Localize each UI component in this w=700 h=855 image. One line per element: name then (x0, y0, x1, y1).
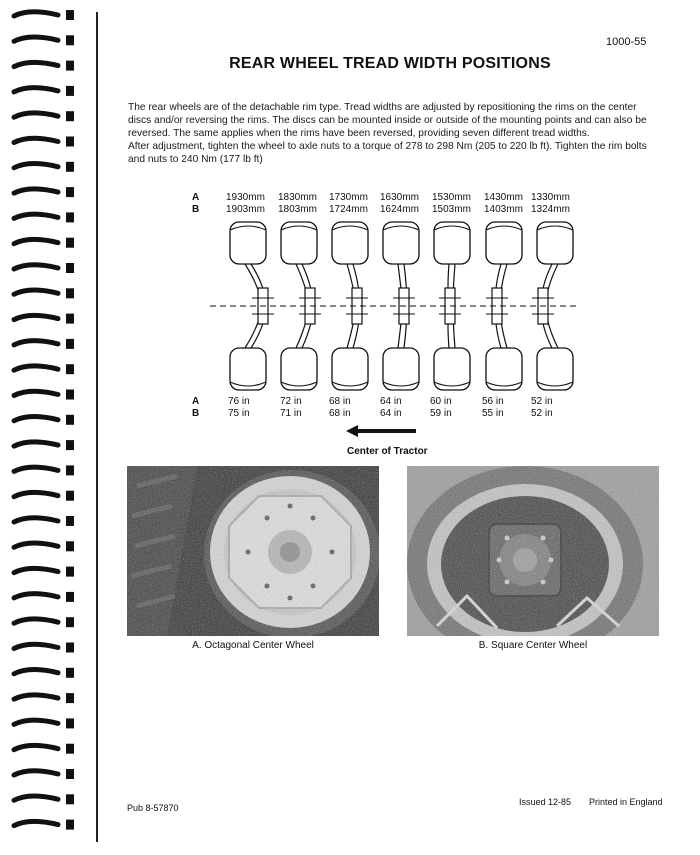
table-cell: 1330mm (531, 192, 570, 203)
binding-coil (14, 492, 58, 496)
binding-coil (14, 695, 58, 699)
table-cell: 1803mm (278, 204, 317, 215)
caption-square-wheel: B. Square Center Wheel (478, 640, 588, 651)
binding-hole (66, 567, 74, 577)
table-cell: 64 in (380, 396, 402, 407)
binding-hole (66, 440, 74, 450)
binding-coil (14, 290, 58, 294)
paragraph-tread-widths: The rear wheels are of the detachable rim type. Tread widths are adjusted by repositioning the rims on the center discs and/or reversing the rims. The discs can be mounted inside or outside of the mounting points and can also be reversed. The same applies when the rims have been reversed, providing seven different tread widths. (128, 102, 647, 140)
table-cell: 1324mm (531, 204, 570, 215)
binding-hole (66, 364, 74, 374)
spiral-binding (0, 0, 110, 855)
binding-hole (66, 643, 74, 653)
binding-coil (14, 543, 58, 547)
table-cell: 1624mm (380, 204, 419, 215)
binding-hole (66, 668, 74, 678)
binding-coil (14, 821, 58, 825)
binding-coil (14, 164, 58, 168)
binding-hole (66, 212, 74, 222)
paragraph-torque: After adjustment, tighten the wheel to axle nuts to a torque of 278 to 298 Nm (205 to 220 lb ft). Tighten the rim bolts and nuts to 240 Nm (177 lb ft) (128, 141, 647, 166)
table-cell: 68 in (329, 396, 351, 407)
binding-coil (14, 594, 58, 598)
table-cell: 59 in (430, 408, 452, 419)
binding-hole (66, 137, 74, 147)
binding-hole (66, 314, 74, 324)
binding-coil (14, 442, 58, 446)
binding-hole (66, 339, 74, 349)
binding-hole (66, 10, 74, 20)
page-edge (96, 12, 98, 842)
table-cell: 1724mm (329, 204, 368, 215)
binding-hole (66, 162, 74, 172)
binding-coil (14, 62, 58, 66)
row-label-a: A (192, 192, 200, 203)
binding-coil (14, 391, 58, 395)
table-cell: 68 in (329, 408, 351, 419)
table-cell: 52 in (531, 396, 553, 407)
table-cell: 55 in (482, 408, 504, 419)
binding-hole (66, 465, 74, 475)
publication-number: Pub 8-57870 (127, 803, 179, 813)
table-cell: 1430mm (484, 192, 523, 203)
binding-coil (14, 37, 58, 41)
binding-hole (66, 35, 74, 45)
binding-hole (66, 820, 74, 830)
binding-coil (14, 796, 58, 800)
binding-hole (66, 693, 74, 703)
binding-coil (14, 644, 58, 648)
table-cell: 1730mm (329, 192, 368, 203)
binding-coil (14, 189, 58, 193)
table-cell: 1930mm (226, 192, 265, 203)
binding-hole (66, 617, 74, 627)
binding-coil (14, 265, 58, 269)
table-cell: 1903mm (226, 204, 265, 215)
binding-hole (66, 238, 74, 248)
binding-coil (14, 720, 58, 724)
binding-coil (14, 467, 58, 471)
table-cell: 60 in (430, 396, 452, 407)
table-cell: 1503mm (432, 204, 471, 215)
printed-in: Printed in England (589, 797, 663, 807)
binding-coil (14, 138, 58, 142)
binding-coil (14, 518, 58, 522)
row-label-a: A (192, 396, 200, 407)
binding-hole (66, 263, 74, 273)
table-cell: 71 in (280, 408, 302, 419)
binding-coil (14, 417, 58, 421)
table-cell: 1630mm (380, 192, 419, 203)
binding-coil (14, 88, 58, 92)
binding-hole (66, 491, 74, 501)
binding-hole (66, 288, 74, 298)
table-cell: 1830mm (278, 192, 317, 203)
page-number: 1000-55 (606, 36, 647, 48)
binding-coil (14, 366, 58, 370)
binding-coil (14, 619, 58, 623)
binding-hole (66, 794, 74, 804)
binding-coil (14, 341, 58, 345)
binding-hole (66, 415, 74, 425)
binding-hole (66, 390, 74, 400)
binding-coil (14, 670, 58, 674)
binding-hole (66, 516, 74, 526)
binding-coil (14, 12, 58, 16)
row-label-b: B (192, 204, 200, 215)
binding-coil (14, 214, 58, 218)
table-cell: 1403mm (484, 204, 523, 215)
square-wheel-photo (407, 466, 659, 636)
row-label-b: B (192, 408, 200, 419)
binding-coil (14, 771, 58, 775)
binding-hole (66, 769, 74, 779)
binding-hole (66, 718, 74, 728)
binding-coil (14, 113, 58, 117)
center-of-tractor-label: Center of Tractor (347, 446, 428, 457)
table-cell: 56 in (482, 396, 504, 407)
binding-coil (14, 745, 58, 749)
caption-octagonal-wheel: A. Octagonal Center Wheel (192, 640, 314, 651)
binding-coil (14, 239, 58, 243)
binding-hole (66, 744, 74, 754)
table-cell: 52 in (531, 408, 553, 419)
issued-date: Issued 12-85 (519, 797, 572, 807)
page-title: REAR WHEEL TREAD WIDTH POSITIONS (229, 55, 551, 72)
table-cell: 76 in (228, 396, 250, 407)
binding-coil (14, 315, 58, 319)
octagonal-wheel-photo (127, 466, 379, 636)
table-cell: 64 in (380, 408, 402, 419)
binding-hole (66, 111, 74, 121)
body-text (128, 101, 658, 166)
binding-coil (14, 568, 58, 572)
binding-hole (66, 61, 74, 71)
table-cell: 75 in (228, 408, 250, 419)
wheel-tread-diagram (210, 218, 610, 394)
binding-hole (66, 187, 74, 197)
table-cell: 72 in (280, 396, 302, 407)
binding-hole (66, 592, 74, 602)
binding-hole (66, 86, 74, 96)
left-arrow-icon (346, 424, 446, 438)
table-cell: 1530mm (432, 192, 471, 203)
binding-hole (66, 541, 74, 551)
